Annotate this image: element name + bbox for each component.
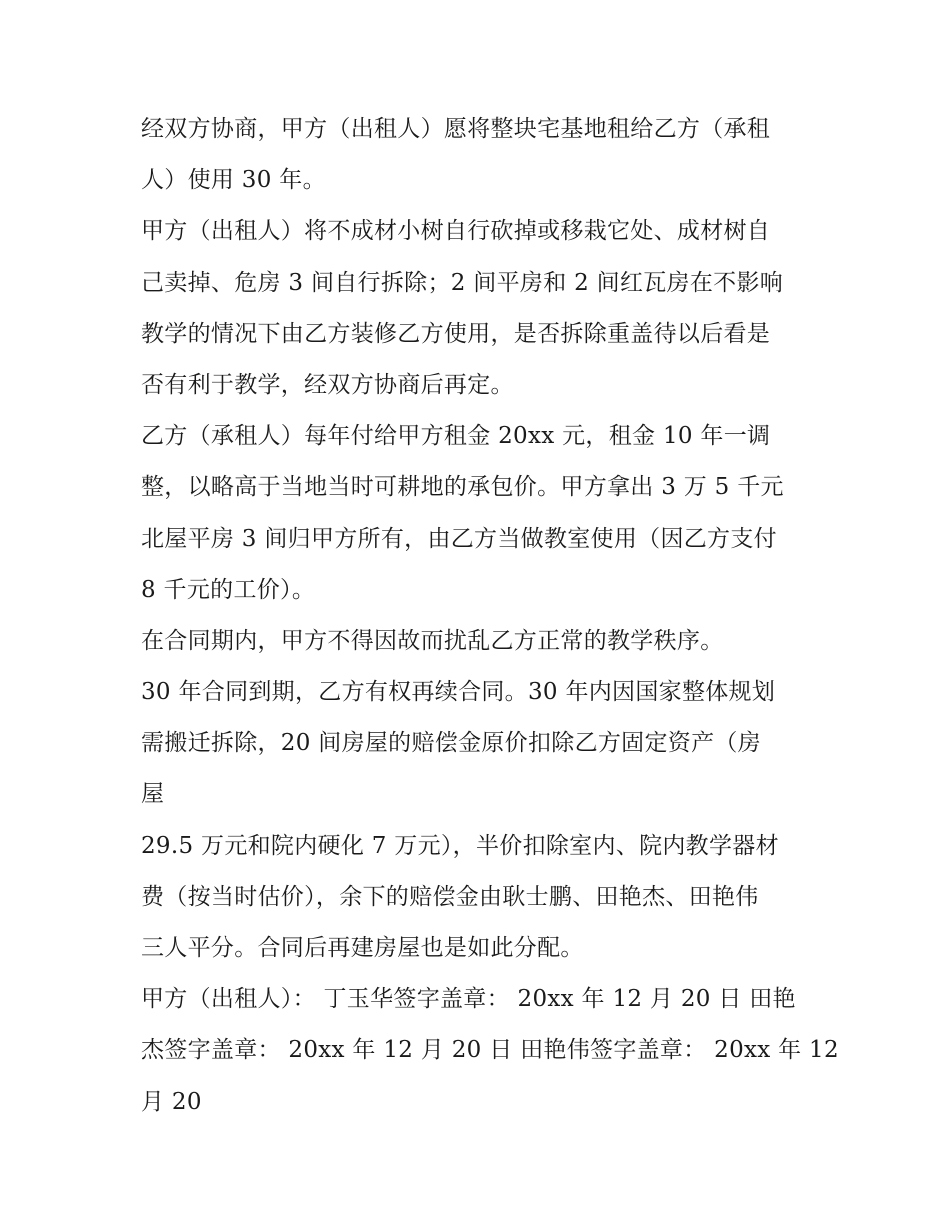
text-line: 8 千元的工价）。	[141, 576, 316, 603]
text-line: 乙方（承租人）每年付给甲方租金 20xx 元，租金 10 年一调	[141, 423, 771, 450]
text-line: 费（按当时估价），余下的赔偿金由耿士鹏、田艳杰、田艳伟	[141, 883, 759, 910]
text-line: 人）使用 30 年。	[141, 167, 326, 194]
text-line: 需搬迁拆除，20 间房屋的赔偿金原价扣除乙方固定资产（房	[141, 730, 761, 757]
text-line: 教学的情况下由乙方装修乙方使用，是否拆除重盖待以后看是	[141, 320, 771, 347]
text-line: 在合同期内，甲方不得因故而扰乱乙方正常的教学秩序。	[141, 627, 724, 654]
text-line: 杰签字盖章： 20xx 年 12 月 20 日 田艳伟签字盖章： 20xx 年 12	[141, 1037, 839, 1064]
text-line: 三人平分。合同后再建房屋也是如此分配。	[141, 935, 584, 961]
text-line: 甲方（出租人）将不成材小树自行砍掉或移栽它处、成材树自	[141, 218, 771, 245]
text-line: 30 年合同到期，乙方有权再续合同。30 年内因国家整体规划	[141, 679, 776, 706]
text-line: 己卖掉、危房 3 间自行拆除；2 间平房和 2 间红瓦房在不影响	[141, 269, 784, 296]
text-line: 屋	[141, 781, 165, 808]
text-line: 北屋平房 3 间归甲方所有，由乙方当做教室使用（因乙方支付	[141, 525, 777, 552]
text-line: 29.5 万元和院内硬化 7 万元），半价扣除室内、院内教学器材	[141, 832, 779, 859]
text-line: 月 20	[141, 1088, 202, 1115]
text-line: 整，以略高于当地当时可耕地的承包价。甲方拿出 3 万 5 千元	[141, 474, 784, 501]
text-line: 否有利于教学，经双方协商后再定。	[141, 371, 514, 398]
text-line: 甲方（出租人）： 丁玉华签字盖章： 20xx 年 12 月 20 日 田艳	[141, 986, 796, 1013]
text-line: 经双方协商，甲方（出租人）愿将整块宅基地租给乙方（承租	[141, 116, 771, 142]
document-body	[141, 104, 839, 1128]
